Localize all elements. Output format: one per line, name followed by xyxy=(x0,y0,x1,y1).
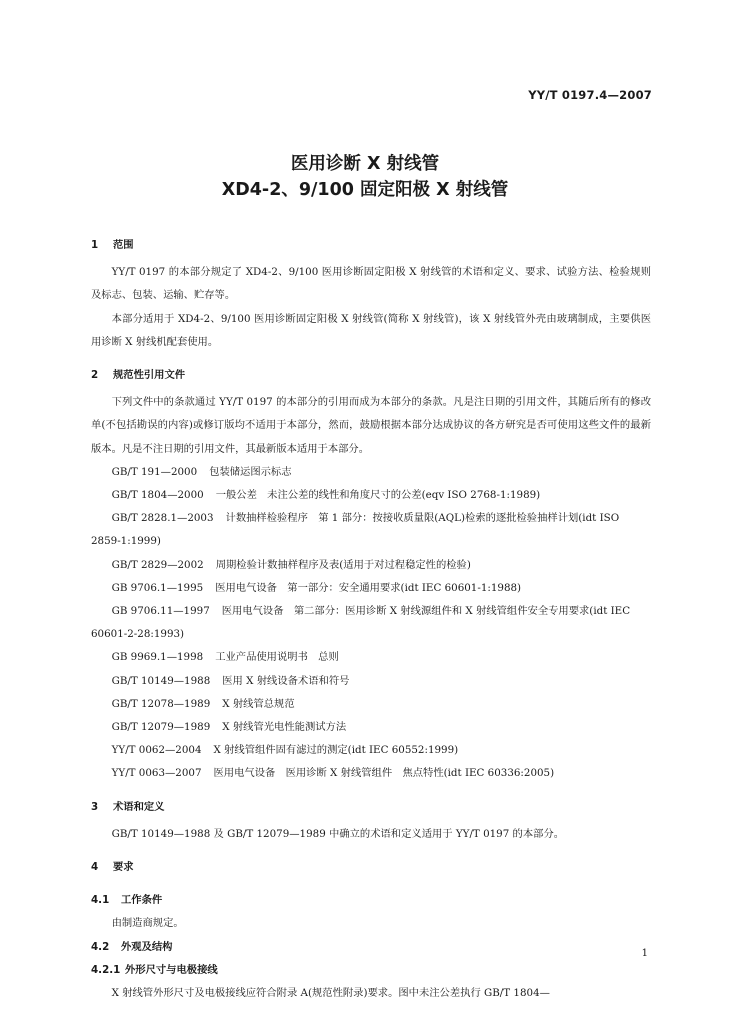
reference-title: 医用电气设备 医用诊断 X 射线管组件 焦点特性(idt IEC 60336:2005) xyxy=(213,767,555,780)
reference-title: 医用 X 射线设备术语和符号 xyxy=(222,674,350,687)
reference-item xyxy=(91,600,651,646)
reference-title: 包装储运图示标志 xyxy=(209,465,292,478)
reference-title: 一般公差 未注公差的线性和角度尺寸的公差(eqv ISO 2768-1:1989) xyxy=(215,489,541,502)
section-3-heading xyxy=(91,796,651,819)
reference-item xyxy=(91,507,651,553)
section-title: 外观及结构 xyxy=(121,940,173,953)
section-4-2-1-heading xyxy=(91,959,651,982)
section-4-heading xyxy=(91,856,651,879)
reference-title: 医用电气设备 第一部分：安全通用要求(idt IEC 60601-1:1988) xyxy=(215,581,522,594)
reference-title: 医用电气设备 第二部分：医用诊断 X 射线源组件和 X 射线管组件安全专用要求(idt IEC 60601-2-28:1993) xyxy=(91,605,631,641)
reference-code: GB/T 2828.1—2003 xyxy=(111,512,214,525)
reference-code: GB 9706.11—1997 xyxy=(111,605,210,618)
section-4-1-heading xyxy=(91,889,651,912)
reference-code: YY/T 0063—2007 xyxy=(111,767,202,780)
section-number: 1 xyxy=(91,239,99,251)
section-title: 工作条件 xyxy=(121,894,163,907)
section-2-intro: 下列文件中的条款通过 YY/T 0197 的本部分的引用而成为本部分的条款。凡是注日期的引用文件，其随后所有的修改单(不包括勘误的内容)或修订版均不适用于本部分，然而，鼓励根据本部分达成协议的各方研究是否可使用这些文件的最新版本。凡是不注日期的引用文件，其最新版本适用于本部分。 xyxy=(91,396,651,455)
section-title: 外形尺寸与电极接线 xyxy=(125,963,218,976)
reference-item xyxy=(91,461,651,484)
reference-item xyxy=(91,554,651,577)
section-title: 规范性引用文件 xyxy=(113,369,186,382)
reference-item xyxy=(91,484,651,507)
section-2-heading xyxy=(91,364,651,387)
reference-code: GB 9969.1—1998 xyxy=(111,651,204,664)
reference-code: GB/T 1804—2000 xyxy=(111,489,204,502)
reference-title: 工业产品使用说明书 总则 xyxy=(215,651,339,664)
section-number: 4.2 xyxy=(91,940,110,953)
section-1-paragraph-1: YY/T 0197 的本部分规定了 XD4-2、9/100 医用诊断固定阳极 X 射线管的术语和定义、要求、试验方法、检验规则及标志、包装、运输、贮存等。 xyxy=(91,266,651,302)
section-number: 4 xyxy=(91,861,99,874)
section-4-2-1-paragraph: X 射线管外形尺寸及电极接线应符合附录 A(规范性附录)要求。图中未注公差执行 GB/T 1804— xyxy=(111,987,550,1000)
section-title: 范围 xyxy=(113,239,134,251)
reference-item xyxy=(91,577,651,600)
reference-item xyxy=(91,739,651,762)
document-title-line1: 医用诊断 X 射线管 xyxy=(290,154,440,174)
reference-title: X 射线管光电性能测试方法 xyxy=(222,721,347,734)
reference-item xyxy=(91,716,651,739)
reference-item xyxy=(91,762,651,785)
section-4-2-heading xyxy=(91,936,651,959)
reference-code: GB/T 12079—1989 xyxy=(111,721,211,734)
section-1-paragraph-2: 本部分适用于 XD4-2、9/100 医用诊断固定阳极 X 射线管(简称 X 射线管)，该 X 射线管外壳由玻璃制成，主要供医用诊断 X 射线机配套使用。 xyxy=(91,312,651,348)
reference-item xyxy=(91,693,651,716)
page-number: 1 xyxy=(641,948,648,959)
reference-item xyxy=(91,646,651,669)
reference-code: GB/T 10149—1988 xyxy=(111,674,211,687)
standard-code: YY/T 0197.4—2007 xyxy=(528,88,652,102)
reference-title: 计数抽样检验程序 第 1 部分：按接收质量限(AQL)检索的逐批检验抽样计划(idt ISO 2859-1:1999) xyxy=(91,512,620,548)
section-title: 术语和定义 xyxy=(113,800,165,813)
reference-code: GB/T 191—2000 xyxy=(111,465,198,478)
reference-code: GB 9706.1—1995 xyxy=(111,581,204,594)
reference-code: GB/T 2829—2002 xyxy=(111,558,204,571)
section-number: 3 xyxy=(91,800,99,813)
section-4-1-paragraph: 由制造商规定。 xyxy=(111,917,184,930)
reference-code: GB/T 12078—1989 xyxy=(111,697,211,710)
document-title-line2: XD4-2、9/100 固定阳极 X 射线管 xyxy=(221,180,509,200)
section-number: 4.1 xyxy=(91,894,110,907)
section-number: 2 xyxy=(91,369,99,382)
section-3-paragraph: GB/T 10149—1988 及 GB/T 12079—1989 中确立的术语和定义适用于 YY/T 0197 的本部分。 xyxy=(111,827,565,840)
reference-title: X 射线管总规范 xyxy=(222,697,295,710)
document-body xyxy=(91,234,651,1005)
section-number: 4.2.1 xyxy=(91,963,121,976)
section-title: 要求 xyxy=(113,861,134,874)
reference-item xyxy=(91,670,651,693)
section-1-heading xyxy=(91,234,651,257)
reference-title: X 射线管组件固有滤过的测定(idt IEC 60552:1999) xyxy=(213,744,459,757)
reference-code: YY/T 0062—2004 xyxy=(111,744,202,757)
reference-title: 周期检验计数抽样程序及表(适用于对过程稳定性的检验) xyxy=(215,558,471,571)
